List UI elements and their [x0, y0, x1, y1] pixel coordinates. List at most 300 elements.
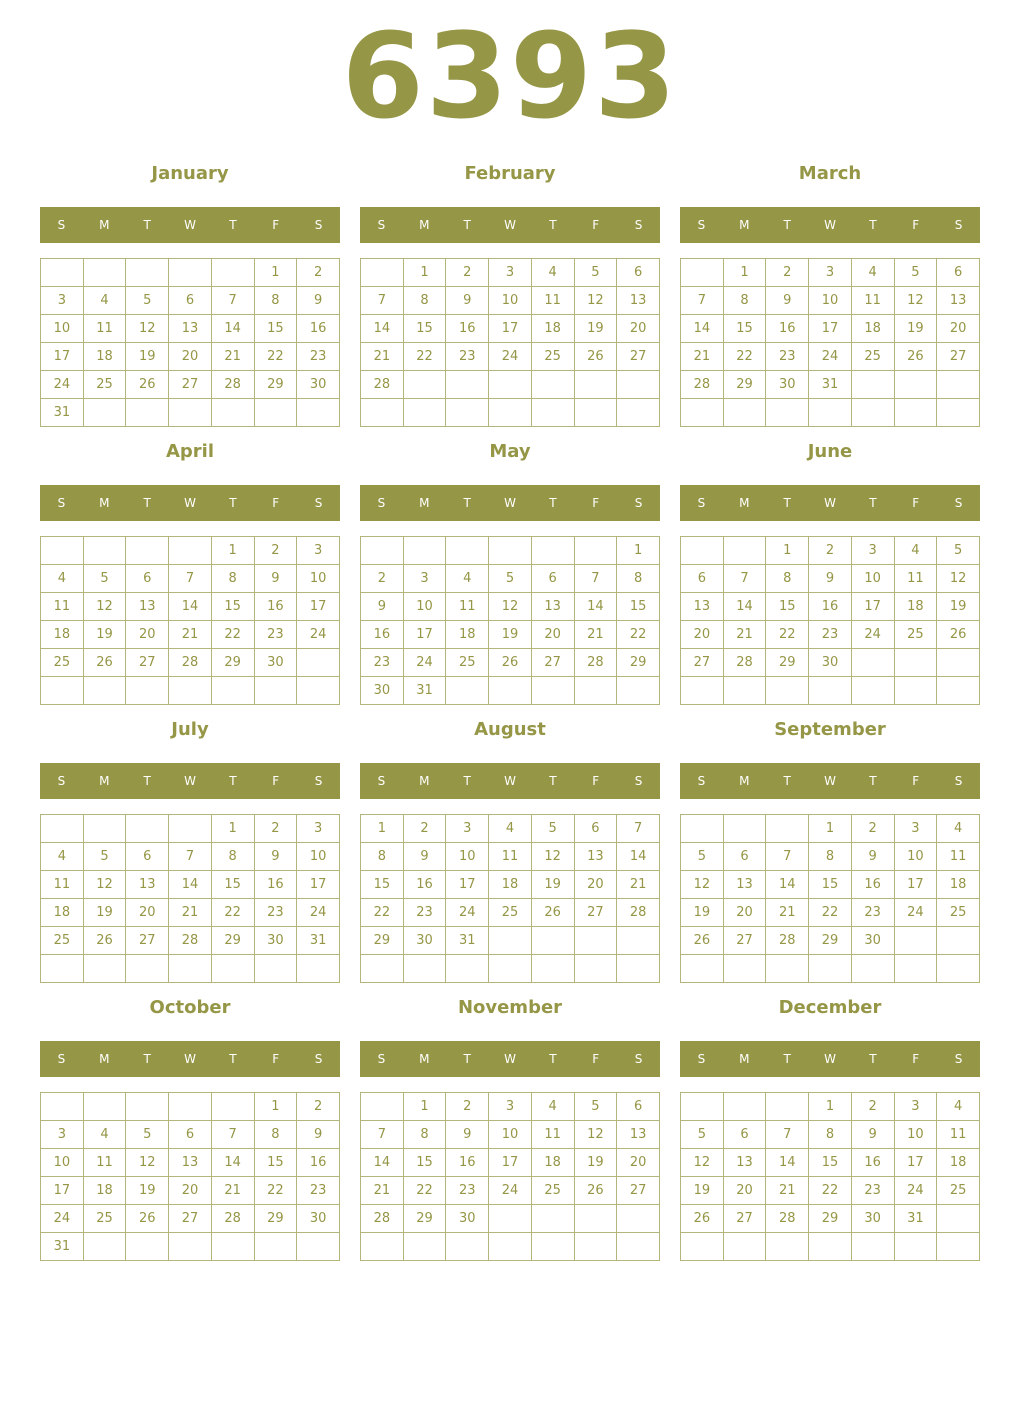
day-cell	[83, 1093, 126, 1121]
weekday-label: W	[184, 218, 196, 232]
day-cell: 11	[446, 593, 489, 621]
week-row	[361, 1177, 660, 1205]
day-cell	[894, 649, 937, 677]
day-cell: 24	[894, 899, 937, 927]
day-cell: 25	[489, 899, 532, 927]
day-grid	[40, 814, 340, 983]
day-grid	[40, 536, 340, 705]
day-cell: 16	[851, 1149, 894, 1177]
weekday-label: W	[824, 1052, 836, 1066]
day-cell: 4	[894, 537, 937, 565]
day-cell	[894, 399, 937, 427]
week-row	[361, 343, 660, 371]
week-row	[681, 259, 980, 287]
day-cell: 4	[489, 815, 532, 843]
day-cell: 1	[254, 1093, 297, 1121]
day-cell	[531, 677, 574, 705]
weekday-label: T	[869, 218, 877, 232]
day-cell: 16	[809, 593, 852, 621]
day-cell: 29	[254, 371, 297, 399]
day-cell	[894, 927, 937, 955]
week-row	[41, 343, 340, 371]
week-row	[681, 955, 980, 983]
weekday-label: S	[697, 218, 706, 232]
day-cell: 16	[361, 621, 404, 649]
day-cell: 22	[723, 343, 766, 371]
day-cell: 10	[403, 593, 446, 621]
day-cell	[446, 1233, 489, 1261]
week-row	[681, 1149, 980, 1177]
day-cell	[851, 399, 894, 427]
day-cell: 21	[681, 343, 724, 371]
day-cell: 1	[211, 537, 254, 565]
day-cell: 20	[169, 1177, 212, 1205]
day-cell: 15	[361, 871, 404, 899]
day-cell	[766, 1233, 809, 1261]
day-cell: 9	[403, 843, 446, 871]
day-cell: 12	[83, 593, 126, 621]
day-cell: 15	[254, 1149, 297, 1177]
week-row	[41, 621, 340, 649]
week-row	[361, 399, 660, 427]
day-cell: 4	[937, 815, 980, 843]
week-row	[361, 649, 660, 677]
week-row	[41, 1233, 340, 1261]
day-cell: 10	[894, 1121, 937, 1149]
day-cell: 4	[41, 565, 84, 593]
day-cell	[169, 259, 212, 287]
day-cell: 9	[254, 565, 297, 593]
weekday-label: T	[229, 774, 237, 788]
week-row	[681, 1233, 980, 1261]
week-row	[681, 315, 980, 343]
weekday-label: M	[99, 1052, 110, 1066]
weekday-label: M	[739, 218, 750, 232]
day-cell: 2	[851, 815, 894, 843]
day-cell: 25	[937, 1177, 980, 1205]
weekday-header	[360, 763, 660, 799]
day-cell: 29	[211, 927, 254, 955]
day-cell	[83, 259, 126, 287]
day-cell: 10	[41, 315, 84, 343]
day-cell: 9	[446, 1121, 489, 1149]
day-cell: 22	[211, 621, 254, 649]
day-cell: 28	[681, 371, 724, 399]
day-cell: 20	[723, 1177, 766, 1205]
day-cell: 24	[446, 899, 489, 927]
day-cell: 26	[126, 1205, 169, 1233]
day-cell	[617, 399, 660, 427]
day-cell: 14	[766, 1149, 809, 1177]
week-row	[681, 843, 980, 871]
week-row	[41, 677, 340, 705]
weekday-label: S	[314, 218, 323, 232]
day-cell: 11	[489, 843, 532, 871]
day-cell: 26	[681, 927, 724, 955]
day-cell	[211, 399, 254, 427]
day-cell: 24	[41, 371, 84, 399]
day-cell	[211, 1093, 254, 1121]
weekday-label: W	[824, 218, 836, 232]
day-cell	[851, 955, 894, 983]
day-cell	[617, 1233, 660, 1261]
weekday-label: S	[697, 496, 706, 510]
day-cell: 1	[403, 1093, 446, 1121]
day-cell: 28	[574, 649, 617, 677]
day-cell: 18	[446, 621, 489, 649]
month-name: December	[778, 997, 882, 1018]
day-cell: 11	[83, 1149, 126, 1177]
day-cell: 12	[126, 315, 169, 343]
day-cell: 11	[851, 287, 894, 315]
week-row	[361, 843, 660, 871]
day-cell: 16	[254, 593, 297, 621]
weekday-header	[40, 207, 340, 243]
day-cell: 17	[489, 315, 532, 343]
day-cell	[531, 1205, 574, 1233]
day-cell: 5	[681, 1121, 724, 1149]
weekday-label: T	[229, 218, 237, 232]
day-cell: 25	[83, 371, 126, 399]
weekday-label: S	[377, 774, 386, 788]
weekday-label: S	[57, 496, 66, 510]
day-cell	[937, 649, 980, 677]
week-row	[361, 565, 660, 593]
day-cell	[169, 1233, 212, 1261]
day-cell: 25	[937, 899, 980, 927]
day-cell: 24	[489, 1177, 532, 1205]
day-cell	[809, 955, 852, 983]
day-cell	[617, 955, 660, 983]
day-cell	[41, 259, 84, 287]
day-cell: 31	[809, 371, 852, 399]
day-cell: 5	[126, 1121, 169, 1149]
day-cell: 28	[361, 371, 404, 399]
day-cell: 15	[254, 315, 297, 343]
day-cell: 11	[41, 593, 84, 621]
week-row	[41, 371, 340, 399]
day-cell: 1	[361, 815, 404, 843]
day-cell: 8	[254, 1121, 297, 1149]
day-cell: 19	[681, 1177, 724, 1205]
day-cell: 16	[446, 315, 489, 343]
weekday-header	[680, 485, 980, 521]
day-cell	[937, 1233, 980, 1261]
day-cell: 1	[809, 1093, 852, 1121]
day-cell: 22	[211, 899, 254, 927]
day-cell: 7	[211, 287, 254, 315]
day-cell	[937, 1205, 980, 1233]
day-cell: 5	[531, 815, 574, 843]
week-row	[41, 537, 340, 565]
day-cell: 8	[211, 843, 254, 871]
day-cell: 9	[766, 287, 809, 315]
day-cell: 10	[297, 565, 340, 593]
day-cell: 1	[211, 815, 254, 843]
weekday-label: M	[739, 774, 750, 788]
day-cell: 23	[254, 621, 297, 649]
day-cell: 10	[297, 843, 340, 871]
day-cell	[403, 955, 446, 983]
day-cell	[574, 1233, 617, 1261]
day-cell: 25	[41, 927, 84, 955]
day-cell	[446, 537, 489, 565]
day-cell: 14	[766, 871, 809, 899]
day-cell: 13	[723, 1149, 766, 1177]
week-row	[361, 899, 660, 927]
day-cell: 20	[126, 899, 169, 927]
day-cell: 26	[83, 649, 126, 677]
day-cell: 5	[574, 1093, 617, 1121]
day-cell: 20	[126, 621, 169, 649]
day-cell	[403, 1233, 446, 1261]
day-cell: 3	[894, 815, 937, 843]
day-cell: 16	[403, 871, 446, 899]
day-cell: 28	[169, 649, 212, 677]
day-cell	[766, 1093, 809, 1121]
day-cell: 26	[531, 899, 574, 927]
day-cell: 14	[211, 1149, 254, 1177]
weekday-label: T	[463, 496, 471, 510]
day-cell: 16	[766, 315, 809, 343]
day-cell: 12	[126, 1149, 169, 1177]
day-cell: 9	[297, 1121, 340, 1149]
day-cell	[403, 537, 446, 565]
day-cell: 31	[41, 399, 84, 427]
day-cell: 29	[254, 1205, 297, 1233]
week-row	[681, 565, 980, 593]
weekday-label: S	[634, 774, 643, 788]
day-cell: 30	[851, 927, 894, 955]
day-cell: 4	[851, 259, 894, 287]
day-cell: 22	[403, 1177, 446, 1205]
day-cell	[297, 955, 340, 983]
day-cell: 5	[681, 843, 724, 871]
day-cell	[211, 955, 254, 983]
day-cell: 22	[254, 1177, 297, 1205]
day-cell: 14	[169, 593, 212, 621]
month-name: July	[171, 719, 209, 740]
day-cell: 6	[937, 259, 980, 287]
weekday-label: S	[377, 218, 386, 232]
day-cell: 6	[126, 565, 169, 593]
day-grid	[680, 1092, 980, 1261]
weekday-label: M	[419, 218, 430, 232]
day-cell: 27	[723, 927, 766, 955]
day-cell: 8	[617, 565, 660, 593]
weekday-label: T	[549, 1052, 557, 1066]
day-cell: 8	[361, 843, 404, 871]
day-cell: 10	[894, 843, 937, 871]
day-cell: 8	[809, 843, 852, 871]
weekday-label: M	[739, 496, 750, 510]
day-cell: 17	[489, 1149, 532, 1177]
weekday-label: S	[634, 496, 643, 510]
day-cell: 29	[403, 1205, 446, 1233]
week-row	[681, 899, 980, 927]
day-cell: 10	[809, 287, 852, 315]
day-cell	[894, 955, 937, 983]
day-cell	[723, 955, 766, 983]
day-cell: 25	[446, 649, 489, 677]
day-cell: 21	[211, 343, 254, 371]
day-cell: 18	[531, 1149, 574, 1177]
weekday-header	[680, 763, 980, 799]
day-cell: 29	[617, 649, 660, 677]
day-cell	[531, 955, 574, 983]
day-cell: 3	[41, 1121, 84, 1149]
day-cell: 12	[681, 871, 724, 899]
day-cell: 18	[83, 1177, 126, 1205]
day-cell: 13	[574, 843, 617, 871]
week-row	[681, 343, 980, 371]
day-cell: 20	[681, 621, 724, 649]
day-cell: 14	[211, 315, 254, 343]
week-row	[361, 621, 660, 649]
day-cell: 27	[723, 1205, 766, 1233]
day-cell: 3	[809, 259, 852, 287]
week-row	[41, 315, 340, 343]
day-cell: 17	[809, 315, 852, 343]
day-cell: 7	[723, 565, 766, 593]
day-cell	[83, 399, 126, 427]
day-cell: 6	[169, 287, 212, 315]
weekday-label: T	[783, 774, 791, 788]
day-cell	[211, 1233, 254, 1261]
weekday-label: F	[912, 1052, 920, 1066]
weekday-header	[680, 207, 980, 243]
day-cell: 12	[937, 565, 980, 593]
day-cell: 2	[254, 815, 297, 843]
day-cell: 19	[489, 621, 532, 649]
day-cell: 18	[489, 871, 532, 899]
day-cell: 27	[617, 343, 660, 371]
day-cell	[809, 399, 852, 427]
day-cell: 26	[574, 343, 617, 371]
week-row	[41, 565, 340, 593]
day-cell: 18	[937, 871, 980, 899]
day-cell: 13	[126, 593, 169, 621]
weekday-label: W	[504, 774, 516, 788]
day-cell: 17	[41, 1177, 84, 1205]
day-cell: 3	[297, 537, 340, 565]
day-cell	[723, 677, 766, 705]
day-cell: 15	[809, 871, 852, 899]
week-row	[41, 1177, 340, 1205]
day-cell: 12	[83, 871, 126, 899]
weekday-label: S	[634, 218, 643, 232]
week-row	[41, 649, 340, 677]
day-cell	[83, 1233, 126, 1261]
day-cell	[83, 955, 126, 983]
day-cell: 31	[894, 1205, 937, 1233]
week-row	[41, 259, 340, 287]
day-cell	[211, 677, 254, 705]
day-cell: 3	[403, 565, 446, 593]
day-cell: 16	[851, 871, 894, 899]
day-cell: 24	[809, 343, 852, 371]
week-row	[41, 1205, 340, 1233]
day-cell	[851, 649, 894, 677]
day-cell: 17	[41, 343, 84, 371]
day-cell: 9	[851, 843, 894, 871]
day-cell	[681, 815, 724, 843]
day-cell	[681, 1233, 724, 1261]
day-cell	[41, 815, 84, 843]
day-cell: 23	[297, 343, 340, 371]
day-cell: 2	[254, 537, 297, 565]
day-cell: 27	[126, 927, 169, 955]
day-cell	[766, 677, 809, 705]
weekday-label: F	[272, 774, 280, 788]
weekday-label: T	[783, 218, 791, 232]
day-cell: 11	[531, 1121, 574, 1149]
day-cell: 29	[809, 927, 852, 955]
day-cell	[446, 371, 489, 399]
day-cell: 15	[211, 871, 254, 899]
weekday-label: T	[143, 218, 151, 232]
day-cell: 13	[126, 871, 169, 899]
day-cell: 10	[489, 287, 532, 315]
weekday-header	[680, 1041, 980, 1077]
year-title: 6393	[341, 7, 679, 145]
day-cell	[126, 1233, 169, 1261]
day-cell	[531, 1233, 574, 1261]
day-grid	[680, 258, 980, 427]
day-cell	[809, 677, 852, 705]
day-cell: 21	[169, 899, 212, 927]
day-cell: 8	[254, 287, 297, 315]
day-cell: 1	[723, 259, 766, 287]
day-cell: 27	[169, 1205, 212, 1233]
day-cell	[723, 399, 766, 427]
day-cell: 27	[574, 899, 617, 927]
day-cell	[937, 955, 980, 983]
day-cell	[723, 537, 766, 565]
day-cell: 17	[894, 871, 937, 899]
day-cell: 29	[361, 927, 404, 955]
day-cell: 11	[894, 565, 937, 593]
day-cell	[851, 677, 894, 705]
day-cell: 8	[403, 287, 446, 315]
day-cell: 3	[41, 287, 84, 315]
day-cell: 2	[809, 537, 852, 565]
day-cell	[574, 955, 617, 983]
weekday-label: T	[143, 496, 151, 510]
day-cell: 15	[211, 593, 254, 621]
day-cell	[41, 677, 84, 705]
day-cell: 1	[766, 537, 809, 565]
week-row	[41, 1149, 340, 1177]
day-cell	[574, 371, 617, 399]
day-cell: 7	[361, 1121, 404, 1149]
day-cell: 26	[83, 927, 126, 955]
week-row	[41, 1121, 340, 1149]
day-cell	[169, 815, 212, 843]
day-cell: 21	[723, 621, 766, 649]
week-row	[681, 371, 980, 399]
weekday-header	[40, 485, 340, 521]
day-cell	[489, 927, 532, 955]
day-cell: 21	[766, 899, 809, 927]
day-cell: 30	[446, 1205, 489, 1233]
day-cell	[297, 677, 340, 705]
day-cell	[254, 955, 297, 983]
day-cell	[489, 537, 532, 565]
day-cell: 24	[41, 1205, 84, 1233]
day-cell: 4	[531, 1093, 574, 1121]
day-cell: 4	[446, 565, 489, 593]
